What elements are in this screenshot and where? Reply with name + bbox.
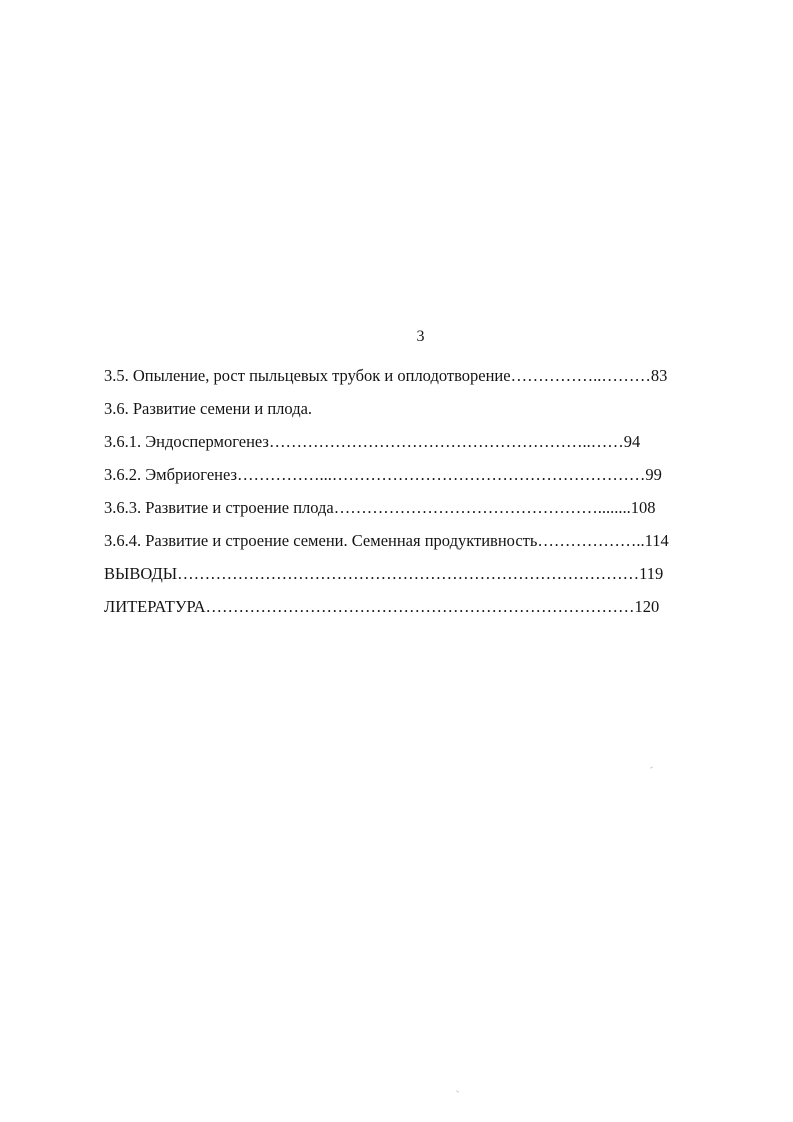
- scan-speck: [456, 1090, 459, 1092]
- toc-entry-literature: [104, 597, 744, 630]
- toc-entry-3-6-2: [104, 465, 744, 498]
- page-number: 3: [416, 328, 425, 345]
- toc-entry-text: 3.6.4. Развитие и строение семени. Семенная продуктивность………………..114: [104, 531, 669, 550]
- toc-entry-text: 3.6. Развитие семени и плода.: [104, 399, 313, 418]
- toc-entry-3-6-1: [104, 432, 744, 465]
- toc-entry-3-6: [104, 399, 744, 432]
- toc-entry-3-6-3: [104, 498, 744, 531]
- toc-entry-text: 3.5. Опыление, рост пыльцевых трубок и оплодотворение……………..………83: [104, 366, 668, 385]
- toc-entry-text: ВЫВОДЫ…………………………………………………………………………119: [104, 564, 664, 583]
- toc-entry-text: 3.6.3. Развитие и строение плода…………………………………………........108: [104, 498, 656, 517]
- toc-entry-text: ЛИТЕРАТУРА……………………………………………………………………120: [104, 597, 660, 616]
- table-of-contents: [104, 366, 744, 630]
- toc-entry-3-6-4: [104, 531, 744, 564]
- scan-speck: [650, 766, 653, 768]
- toc-entry-conclusions: [104, 564, 744, 597]
- toc-entry-text: 3.6.1. Эндоспермогенез…………………………………………………..……94: [104, 432, 641, 451]
- toc-entry-3-5: [104, 366, 744, 399]
- toc-entry-text: 3.6.2. Эмбриогенез……………...…………………………………………………99: [104, 465, 662, 484]
